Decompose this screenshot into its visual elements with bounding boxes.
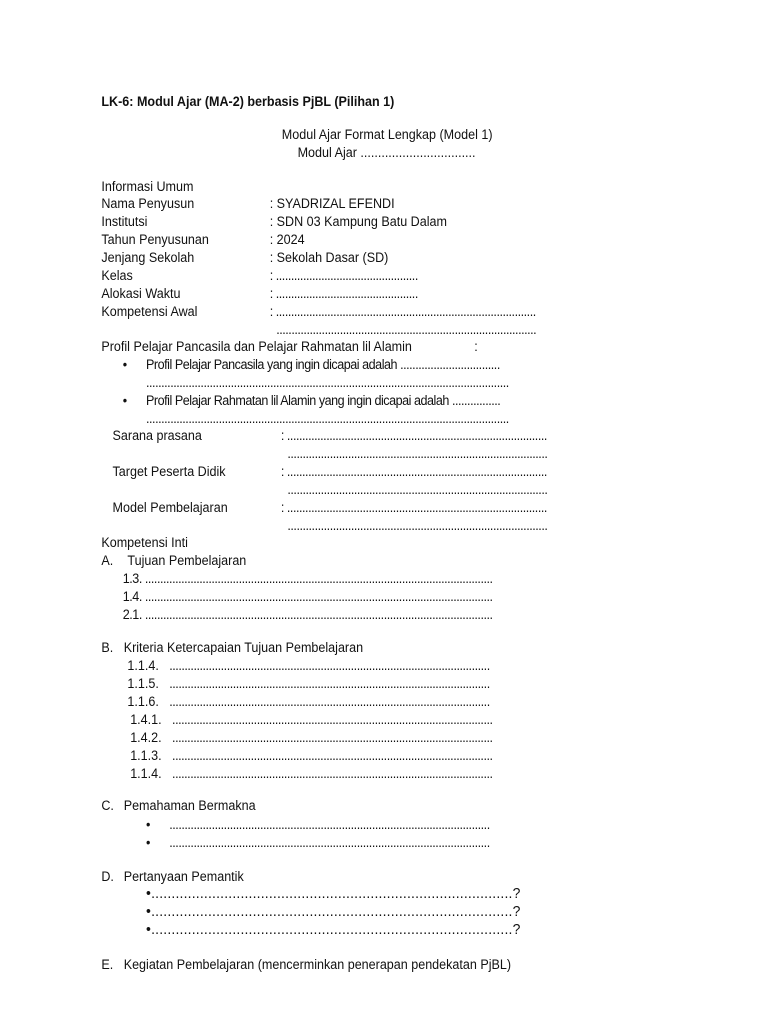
field-value-jenjang: : Sekolah Dasar (SD) [269, 250, 389, 265]
kriteria-item-dots: .......................................................................................................... [169, 694, 490, 709]
section-e-title: Kegiatan Pembelajaran (mencerminkan penerapan pendekatan PjBL) [123, 957, 512, 972]
kriteria-item-num: 1.1.4. [130, 766, 162, 781]
field-value-nama-penyusun: : SYADRIZAL EFENDI [269, 196, 395, 211]
field-label-target: Target Peserta Didik [112, 464, 226, 479]
field-label-alokasi: Alokasi Waktu [101, 286, 181, 301]
kriteria-item-num: 1.1.4. [127, 658, 159, 673]
kriteria-item-num: 1.4.2. [130, 730, 162, 745]
profil-heading: Profil Pelajar Pancasila dan Pelajar Rahmatan lil Alamin [101, 339, 412, 354]
kompetensi-awal-continuation: ...................................................................................... [276, 322, 537, 337]
tujuan-item: 1.4. ................................................................................................................... [122, 589, 493, 604]
field-label-kompetensi-awal: Kompetensi Awal [101, 304, 198, 319]
pemahaman-item: .......................................................................................................... [169, 835, 490, 850]
field-label-tahun: Tahun Penyusunan [101, 232, 209, 247]
subtitle-line-1: Modul Ajar Format Lengkap (Model 1) [281, 127, 493, 142]
section-b-letter: B. [101, 640, 114, 655]
field-value-sarana: : ...................................................................................... [280, 428, 547, 443]
field-label-kelas: Kelas [101, 268, 133, 283]
kriteria-item-num: 1.4.1. [130, 712, 162, 727]
model-continuation: ...................................................................................... [287, 518, 548, 533]
sarana-continuation: ...................................................................................... [287, 446, 548, 461]
kriteria-item-dots: .......................................................................................................... [172, 748, 493, 763]
section-b-title: Kriteria Ketercapaian Tujuan Pembelajaran [123, 640, 364, 655]
kriteria-item-dots: .......................................................................................................... [169, 676, 490, 691]
bullet-icon: • [122, 393, 128, 408]
document-title: LK-6: Modul Ajar (MA-2) berbasis PjBL (Pilihan 1) [101, 94, 395, 109]
field-label-sarana: Sarana prasana [112, 428, 202, 443]
field-value-target: : ...................................................................................... [280, 464, 547, 479]
section-d-title: Pertanyaan Pemantik [123, 869, 244, 884]
section-c-title: Pemahaman Bermakna [123, 798, 256, 813]
section-a-title: Tujuan Pembelajaran [127, 553, 247, 568]
kriteria-item-dots: .......................................................................................................... [172, 766, 493, 781]
field-value-kelas: : ............................................... [269, 268, 418, 283]
tujuan-item: 2.1. ................................................................................................................... [122, 607, 493, 622]
field-value-tahun: : 2024 [269, 232, 305, 247]
field-label-model: Model Pembelajaran [112, 500, 228, 515]
kriteria-item-num: 1.1.5. [127, 676, 159, 691]
info-heading: Informasi Umum [101, 179, 194, 194]
kriteria-item-num: 1.1.3. [130, 748, 162, 763]
field-label-institusi: Institutsi [101, 214, 148, 229]
target-continuation: ...................................................................................... [287, 482, 548, 497]
bullet-icon: • [146, 817, 151, 832]
field-value-kompetensi-awal: : ...................................................................................... [269, 304, 536, 319]
section-e-letter: E. [101, 957, 114, 972]
subtitle-line-2: Modul Ajar ................................. [297, 145, 476, 160]
section-d-letter: D. [101, 869, 114, 884]
bullet-icon: • [122, 357, 128, 372]
pemahaman-item: .......................................................................................................... [169, 817, 490, 832]
section-c-letter: C. [101, 798, 114, 813]
pertanyaan-item: •.........................................................................................? [146, 921, 521, 938]
kriteria-item-dots: .......................................................................................................... [172, 712, 493, 727]
kriteria-item-num: 1.1.6. [127, 694, 159, 709]
field-value-institusi: : SDN 03 Kampung Batu Dalam [269, 214, 447, 229]
tujuan-item: 1.3. ................................................................................................................... [122, 571, 493, 586]
profil-colon: : [474, 339, 478, 354]
profil-item-rahmatan-cont: ........................................................................................................................ [146, 411, 509, 426]
profil-item-rahmatan: Profil Pelajar Rahmatan lil Alamin yang ingin dicapai adalah ................ [146, 393, 501, 408]
field-label-jenjang: Jenjang Sekolah [101, 250, 195, 265]
profil-item-pancasila-cont: ........................................................................................................................ [146, 375, 509, 390]
kriteria-item-dots: .......................................................................................................... [172, 730, 493, 745]
section-a-letter: A. [101, 553, 114, 568]
pertanyaan-item: •.........................................................................................? [146, 885, 521, 902]
field-label-nama-penyusun: Nama Penyusun [101, 196, 195, 211]
pertanyaan-item: •.........................................................................................? [146, 903, 521, 920]
kompetensi-inti-heading: Kompetensi Inti [101, 535, 188, 550]
field-value-model: : ...................................................................................... [280, 500, 547, 515]
field-value-alokasi: : ............................................... [269, 286, 418, 301]
kriteria-item-dots: .......................................................................................................... [169, 658, 490, 673]
profil-item-pancasila: Profil Pelajar Pancasila yang ingin dicapai adalah ................................. [146, 357, 500, 372]
bullet-icon: • [146, 835, 151, 850]
